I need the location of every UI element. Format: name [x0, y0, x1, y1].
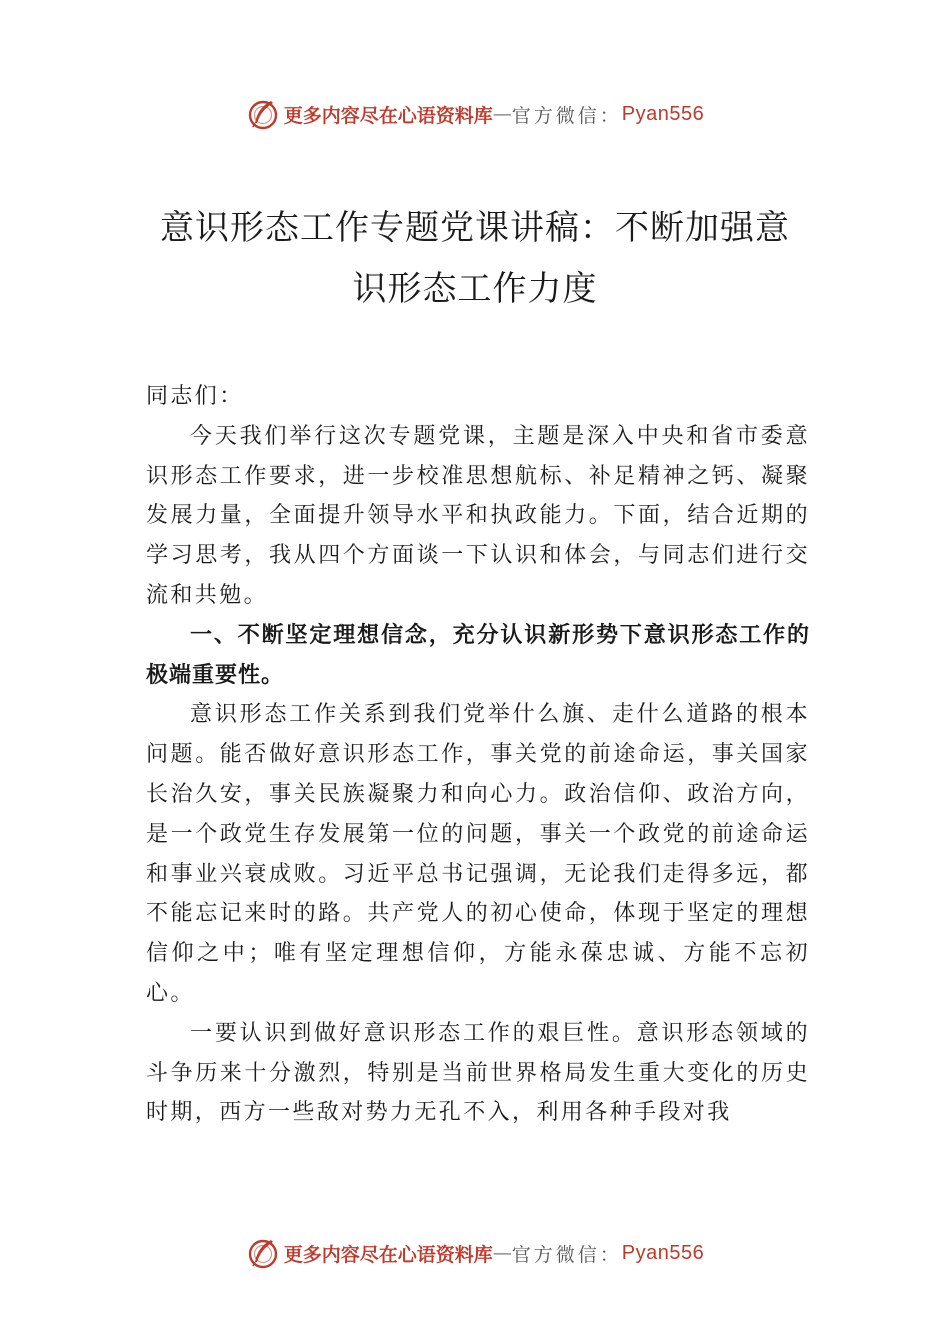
title-line-1: 意识形态工作专题党课讲稿：不断加强意 — [160, 208, 790, 248]
section-heading-1: 一、不断坚定理想信念，充分认识新形势下意识形态工作的极端重要性。 — [146, 622, 810, 688]
document-body — [146, 377, 810, 1133]
body-paragraph: 意识形态工作关系到我们党举什么旗、走什么道路的根本问题。能否做好意识形态工作，事关党的前途命运，事关国家长治久安，事关民族凝聚力和向心力。政治信仰、政治方向，是一个政党生存发展第一位的问题，事关一个政党的前途命运和事业兴衰成败。习近平总书记强调，无论我们走得多远，都不能忘记来时的路。共产党人的初心使命，体现于坚定的理想信仰之中；唯有坚定理想信仰，方能永葆忠诚、方能不忘初心。 — [146, 702, 810, 1006]
banner-label: 官方微信： — [511, 1243, 622, 1266]
document-title — [100, 198, 850, 320]
title-line-2: 识形态工作力度 — [352, 269, 598, 309]
header-banner — [0, 94, 950, 134]
banner-separator: — — [492, 1242, 512, 1264]
quill-logo-icon — [246, 97, 280, 131]
salutation: 同志们： — [146, 384, 244, 409]
footer-banner — [0, 1233, 950, 1273]
body-paragraph: 一要认识到做好意识形态工作的艰巨性。意识形态领域的斗争历来十分激烈，特别是当前世界格局发生重大变化的历史时期，西方一些敌对势力无孔不入，利用各种手段对我 — [146, 1020, 810, 1126]
banner-main-text: 更多内容尽在心语资料库 — [283, 104, 493, 127]
banner-wechat-id: Pyan556 — [621, 102, 705, 125]
banner-wechat-id: Pyan556 — [621, 1241, 705, 1264]
banner-label: 官方微信： — [511, 104, 622, 127]
banner-separator: — — [492, 103, 512, 125]
intro-paragraph: 今天我们举行这次专题党课，主题是深入中央和省市委意识形态工作要求，进一步校准思想航标、补足精神之钙、凝聚发展力量，全面提升领导水平和执政能力。下面，结合近期的学习思考，我从四个方面谈一下认识和体会，与同志们进行交流和共勉。 — [146, 423, 810, 608]
banner-main-text: 更多内容尽在心语资料库 — [283, 1243, 493, 1266]
quill-logo-icon — [246, 1236, 280, 1270]
